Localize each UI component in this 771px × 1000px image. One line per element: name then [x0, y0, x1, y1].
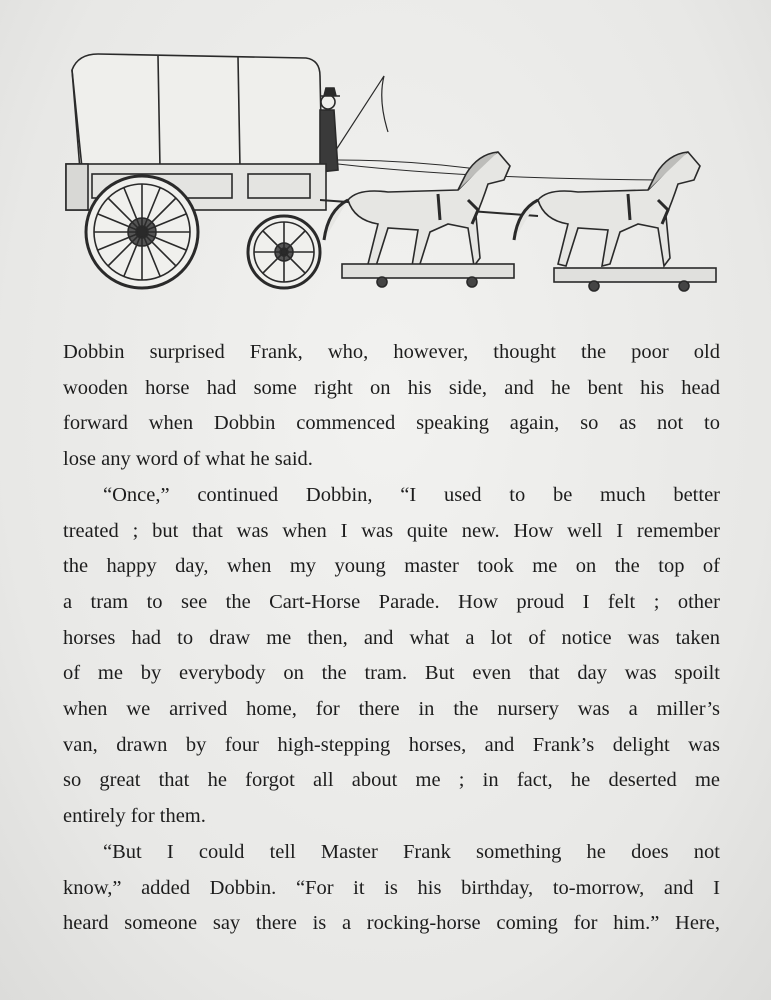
text-line: “Once,” continued Dobbin, “I used to be much better [103, 483, 720, 506]
text-line: lose any word of what he said. [63, 448, 313, 471]
text-line: know,” added Dobbin. “For it is his birthday, to-morrow, and I [63, 876, 720, 899]
text-line: heard someone say there is a rocking-horse coming for him.” Here, [63, 912, 720, 935]
text-line: forward when Dobbin commenced speaking again, so as not to [63, 412, 720, 435]
paragraph-3 [63, 835, 720, 942]
text-line: a tram to see the Cart-Horse Parade. How proud I felt ; other [63, 590, 720, 613]
text-line: “But I could tell Master Frank something he does not [103, 840, 720, 863]
paragraph-1 [63, 335, 720, 478]
text-line: treated ; but that was when I was quite new. How well I remember [63, 519, 720, 542]
text-line: the happy day, when my young master took me on the top of [63, 555, 720, 578]
text-line: so great that he forgot all about me ; in fact, he deserted me [63, 769, 720, 792]
text-line: van, drawn by four high-stepping horses, and Frank’s delight was [63, 733, 720, 756]
text-line: horses had to draw me then, and what a lot of notice was taken [63, 626, 720, 649]
wagon-and-horses-illustration [58, 40, 728, 305]
text-line: when we arrived home, for there in the nursery was a miller’s [63, 698, 720, 721]
paragraph-2 [63, 478, 720, 835]
text-line: of me by everybody on the tram. But even that day was spoilt [63, 662, 720, 685]
text-line: wooden horse had some right on his side, and he bent his head [63, 376, 720, 399]
text-line: entirely for them. [63, 805, 206, 828]
text-line: Dobbin surprised Frank, who, however, thought the poor old [63, 341, 720, 363]
story-text [63, 335, 720, 942]
